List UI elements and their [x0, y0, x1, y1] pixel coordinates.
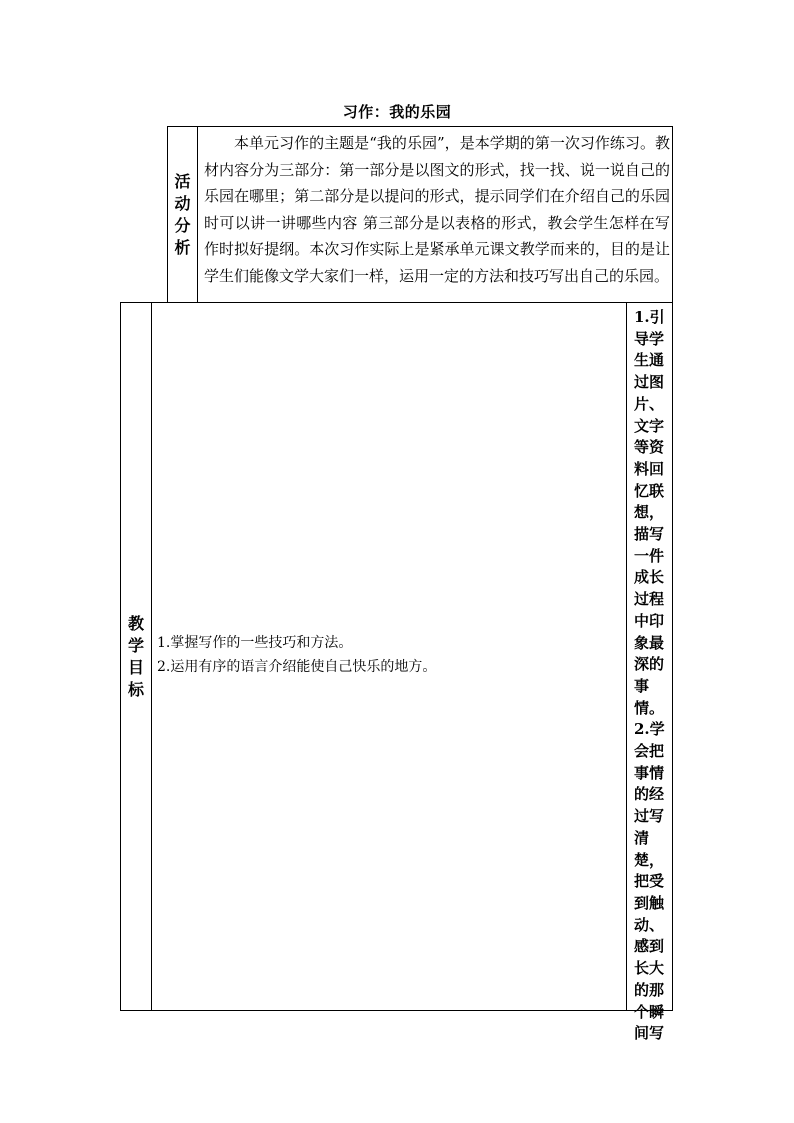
teaching-goals-side-text: 1.引导学生通过图片、文字等资料回忆联想，描写一件成长过程中印象最深的事情。2.学会把事情的经过写清楚，把受到触动、感到长大的那个瞬间写 — [634, 308, 665, 1043]
activity-analysis-label: 活动分析 — [174, 171, 191, 257]
teaching-goals-side-cell — [626, 303, 672, 1043]
teaching-goal-item-1: 1.掌握写作的一些技巧和方法。 — [157, 635, 353, 651]
teaching-goals-list — [157, 631, 617, 679]
teaching-goal-item-2: 2.运用有序的语言介绍能使自己快乐的地方。 — [157, 659, 437, 675]
activity-analysis-table — [167, 126, 673, 303]
activity-analysis-text: 本单元习作的主题是“我的乐园”，是本学期的第一次习作练习。教材内容分为三部分：第一部分是以图文的形式，找一找、说一说自己的乐园在哪里；第二部分是以提问的形式，提示同学们在介绍自己的乐园时可以讲一讲哪些内容 第三部分是以表格的形式，教会学生怎样在写作时拟好提纲。本次习作实际上是紧承单元课文教学而来的，目的是让学生们能像文学大家们一样，运用一定的方法和技巧写出自己的乐园。 — [204, 134, 670, 285]
teaching-goals-label-cell — [121, 303, 152, 1010]
document-title: 习作：我的乐园 — [342, 103, 452, 121]
teaching-goals-table — [120, 302, 673, 1043]
teaching-goals-label: 教学目标 — [127, 613, 144, 699]
activity-analysis-label-cell — [168, 127, 198, 302]
